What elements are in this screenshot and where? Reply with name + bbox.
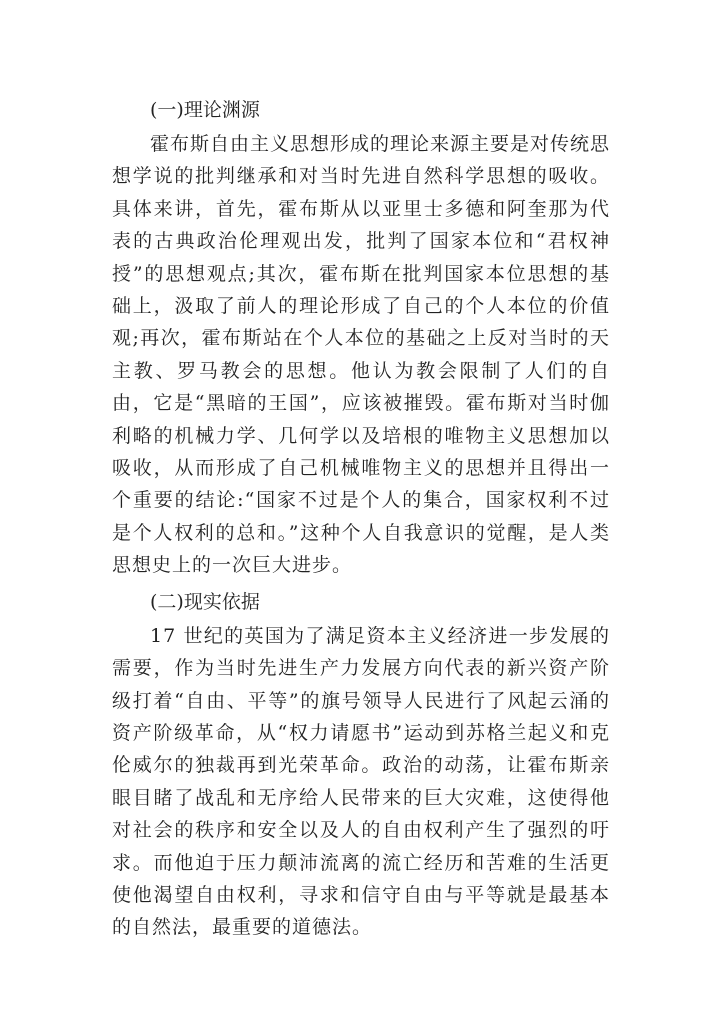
paragraph-reality: 17 世纪的英国为了满足资本主义经济进一步发展的需要，作为当时先进生产力发展方向代表的新兴资产阶级打着“自由、平等”的旗号领导人民进行了风起云涌的资产阶级革命，从“权力请愿书”运动到苏格兰起义和克伦威尔的独裁再到光荣革命。政治的动荡，让霍布斯亲眼目睹了战乱和无序给人民带来的巨大灾难，这使得他对社会的秩序和安全以及人的自由权利产生了强烈的吁求。而他迫于压力颠沛流离的流亡经历和苦难的生活更使他渴望自由权利，寻求和信守自由与平等就是最基本的自然法，最重要的道德法。 — [112, 624, 610, 939]
section-heading-reality: (二)现实依据 — [150, 590, 260, 613]
document-body — [112, 92, 610, 944]
paragraph-theory: 霍布斯自由主义思想形成的理论来源主要是对传统思想学说的批判继承和对当时先进自然科学思想的吸收。具体来讲，首先，霍布斯从以亚里士多德和阿奎那为代表的古典政治伦理观出发，批判了国家本位和“君权神授”的思想观点;其次，霍布斯在批判国家本位思想的基础上，汲取了前人的理论形成了自己的个人本位的价值观;再次，霍布斯站在个人本位的基础之上反对当时的天主教、罗马教会的思想。他认为教会限制了人们的自由，它是“黑暗的王国”，应该被摧毁。霍布斯对当时伽利略的机械力学、几何学以及培根的唯物主义思想加以吸收，从而形成了自己机械唯物主义的思想并且得出一个重要的结论:“国家不过是个人的集合，国家权利不过是个人权利的总和。”这种个人自我意识的觉醒，是人类思想史上的一次巨大进步。 — [112, 133, 611, 577]
section-heading-theory: (一)理论渊源 — [150, 99, 260, 121]
